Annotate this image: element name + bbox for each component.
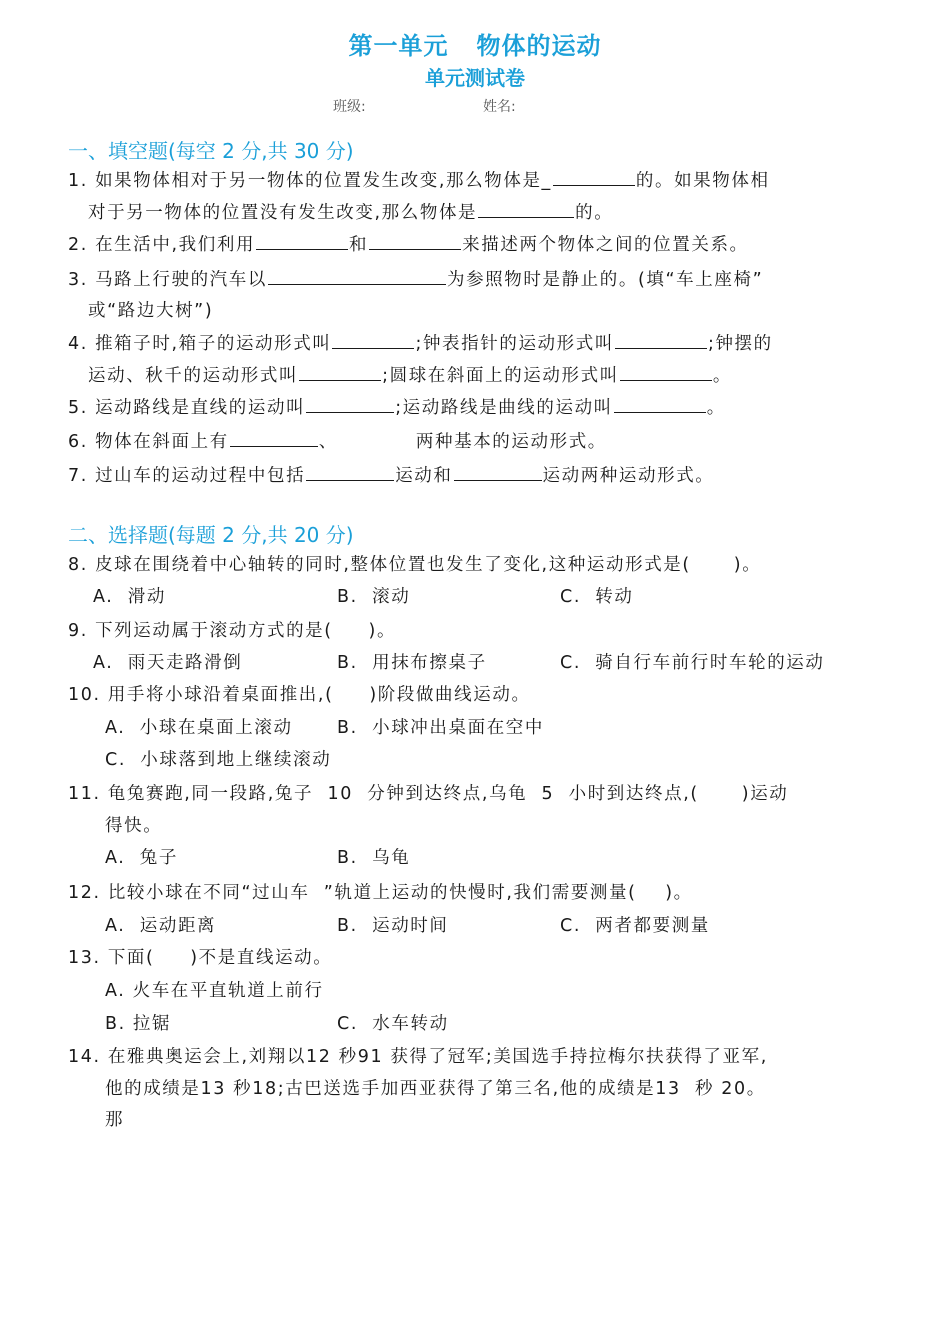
question-1-cont bbox=[88, 199, 613, 224]
question-text: 如果物体相对于另一物体的位置发生改变,那么物体是_ bbox=[95, 171, 552, 191]
answer-blank[interactable] bbox=[256, 231, 348, 250]
option-a[interactable]: A. 运动距离 bbox=[105, 916, 217, 936]
question-number: 1. bbox=[68, 171, 88, 191]
question-number: 6. bbox=[68, 432, 88, 452]
option-c[interactable]: C. 水车转动 bbox=[337, 1014, 449, 1034]
answer-blank[interactable] bbox=[454, 462, 542, 481]
question-number: 5. bbox=[68, 398, 88, 418]
name-label: 姓名: bbox=[483, 99, 516, 115]
question-3-cont: 或“路边大树”) bbox=[88, 301, 214, 321]
question-text: 对于另一物体的位置没有发生改变,那么物体是 bbox=[88, 203, 478, 223]
question-text: 比较小球在不同“过山车 ”轨道上运动的快慢时,我们需要测量( )。 bbox=[107, 883, 693, 903]
class-label: 班级: bbox=[333, 99, 366, 115]
answer-blank[interactable] bbox=[615, 330, 707, 349]
question-12 bbox=[68, 879, 693, 904]
question-number: 2. bbox=[68, 235, 88, 255]
answer-blank[interactable] bbox=[299, 362, 381, 381]
page-subtitle: 单元测试卷 bbox=[425, 66, 525, 90]
answer-blank[interactable] bbox=[553, 167, 635, 186]
question-text: 来描述两个物体之间的位置关系。 bbox=[462, 235, 749, 255]
option-c[interactable]: C. 两者都要测量 bbox=[560, 916, 710, 936]
question-14-cont: 他的成绩是13 秒18;古巴送选手加西亚获得了第三名,他的成绩是13 秒 20。 bbox=[105, 1079, 766, 1099]
question-3 bbox=[68, 266, 763, 291]
question-5 bbox=[68, 394, 726, 419]
question-text: 和 bbox=[349, 235, 369, 255]
option-b[interactable]: B. 用抹布擦桌子 bbox=[337, 653, 487, 673]
option-b[interactable]: B. 滚动 bbox=[337, 587, 411, 607]
question-14 bbox=[68, 1043, 768, 1068]
question-1 bbox=[68, 167, 770, 192]
question-14-cont2: 那 bbox=[105, 1110, 125, 1130]
question-text: ;钟摆的 bbox=[707, 334, 773, 354]
question-text: ;钟表指针的运动形式叫 bbox=[415, 334, 614, 354]
option-b[interactable]: B. 小球冲出桌面在空中 bbox=[337, 718, 544, 738]
answer-blank[interactable] bbox=[268, 266, 446, 285]
option-a[interactable]: A. 兔子 bbox=[105, 848, 178, 868]
question-number: 11. bbox=[68, 784, 101, 804]
question-number: 3. bbox=[68, 270, 88, 290]
question-text: 在雅典奥运会上,刘翔以12 秒91 获得了冠军;美国选手持拉梅尔扶获得了亚军, bbox=[107, 1047, 768, 1067]
question-11-cont: 得快。 bbox=[105, 816, 163, 836]
option-b[interactable]: B. 拉锯 bbox=[105, 1014, 172, 1034]
question-2 bbox=[68, 231, 749, 256]
question-text: 马路上行驶的汽车以 bbox=[95, 270, 267, 290]
question-text: 龟兔赛跑,同一段路,兔子 10 分钟到达终点,乌龟 5 小时到达终点,( )运动 bbox=[107, 784, 789, 804]
question-text: 为参照物时是静止的。(填“车上座椅” bbox=[446, 270, 764, 290]
question-text: 运动、秋千的运动形式叫 bbox=[88, 366, 299, 386]
question-text: ;圆球在斜面上的运动形式叫 bbox=[382, 366, 619, 386]
question-number: 8. bbox=[68, 555, 88, 575]
page-title bbox=[0, 26, 950, 61]
question-text: ;运动路线是曲线的运动叫 bbox=[395, 398, 613, 418]
title-unit: 第一单元 bbox=[348, 32, 449, 60]
question-text: 下面( )不是直线运动。 bbox=[107, 948, 333, 968]
question-number: 14. bbox=[68, 1047, 101, 1067]
question-number: 7. bbox=[68, 466, 88, 486]
question-text: 物体在斜面上有 bbox=[95, 432, 229, 452]
option-c[interactable]: C. 骑自行车前行时车轮的运动 bbox=[560, 653, 825, 673]
option-c[interactable]: C. 转动 bbox=[560, 587, 634, 607]
question-text: 在生活中,我们利用 bbox=[95, 235, 256, 255]
question-13 bbox=[68, 944, 332, 969]
answer-blank[interactable] bbox=[614, 394, 706, 413]
answer-blank[interactable] bbox=[620, 362, 712, 381]
answer-blank[interactable] bbox=[230, 428, 318, 447]
answer-blank[interactable] bbox=[478, 199, 574, 218]
question-text: 运动两种运动形式。 bbox=[542, 466, 715, 486]
question-text: 运动和 bbox=[395, 466, 453, 486]
question-text: 运动路线是直线的运动叫 bbox=[95, 398, 306, 418]
option-b[interactable]: B. 运动时间 bbox=[337, 916, 449, 936]
question-text: 两种基本的运动形式。 bbox=[415, 432, 607, 452]
question-number: 10. bbox=[68, 685, 101, 705]
option-a[interactable]: A. 滑动 bbox=[93, 587, 166, 607]
question-8 bbox=[68, 551, 761, 576]
question-text: 下列运动属于滚动方式的是( )。 bbox=[95, 621, 397, 641]
answer-blank[interactable] bbox=[306, 462, 394, 481]
question-text: 皮球在围绕着中心轴转的同时,整体位置也发生了变化,这种运动形式是( )。 bbox=[95, 555, 762, 575]
question-10 bbox=[68, 681, 531, 706]
option-c[interactable]: C. 小球落到地上继续滚动 bbox=[105, 750, 332, 770]
question-4-cont bbox=[88, 362, 732, 387]
answer-blank[interactable] bbox=[332, 330, 414, 349]
answer-blank[interactable] bbox=[306, 394, 394, 413]
question-text: 的。 bbox=[575, 203, 614, 223]
question-7 bbox=[68, 462, 714, 487]
question-text: 过山车的运动过程中包括 bbox=[95, 466, 306, 486]
question-number: 9. bbox=[68, 621, 88, 641]
option-a[interactable]: A. 火车在平直轨道上前行 bbox=[105, 981, 324, 1001]
option-a[interactable]: A. 小球在桌面上滚动 bbox=[105, 718, 293, 738]
question-text: 。 bbox=[712, 366, 732, 386]
question-text: 。 bbox=[706, 398, 726, 418]
question-number: 4. bbox=[68, 334, 88, 354]
question-number: 12. bbox=[68, 883, 101, 903]
option-b[interactable]: B. 乌龟 bbox=[337, 848, 411, 868]
answer-blank[interactable] bbox=[369, 231, 461, 250]
question-text: 推箱子时,箱子的运动形式叫 bbox=[95, 334, 332, 354]
question-9 bbox=[68, 617, 396, 642]
title-topic: 物体的运动 bbox=[476, 32, 602, 60]
question-text: 、 bbox=[318, 432, 338, 452]
question-6 bbox=[68, 428, 607, 453]
question-11 bbox=[68, 780, 788, 805]
question-number: 13. bbox=[68, 948, 101, 968]
question-text: 用手将小球沿着桌面推出,( )阶段做曲线运动。 bbox=[107, 685, 531, 705]
question-text: 的。如果物体相 bbox=[635, 171, 770, 191]
section-fill-blank-heading: 一、填空题(每空 2 分,共 30 分) bbox=[68, 139, 354, 163]
option-a[interactable]: A. 雨天走路滑倒 bbox=[93, 653, 243, 673]
section-choice-heading: 二、选择题(每题 2 分,共 20 分) bbox=[68, 523, 354, 547]
question-4 bbox=[68, 330, 773, 355]
